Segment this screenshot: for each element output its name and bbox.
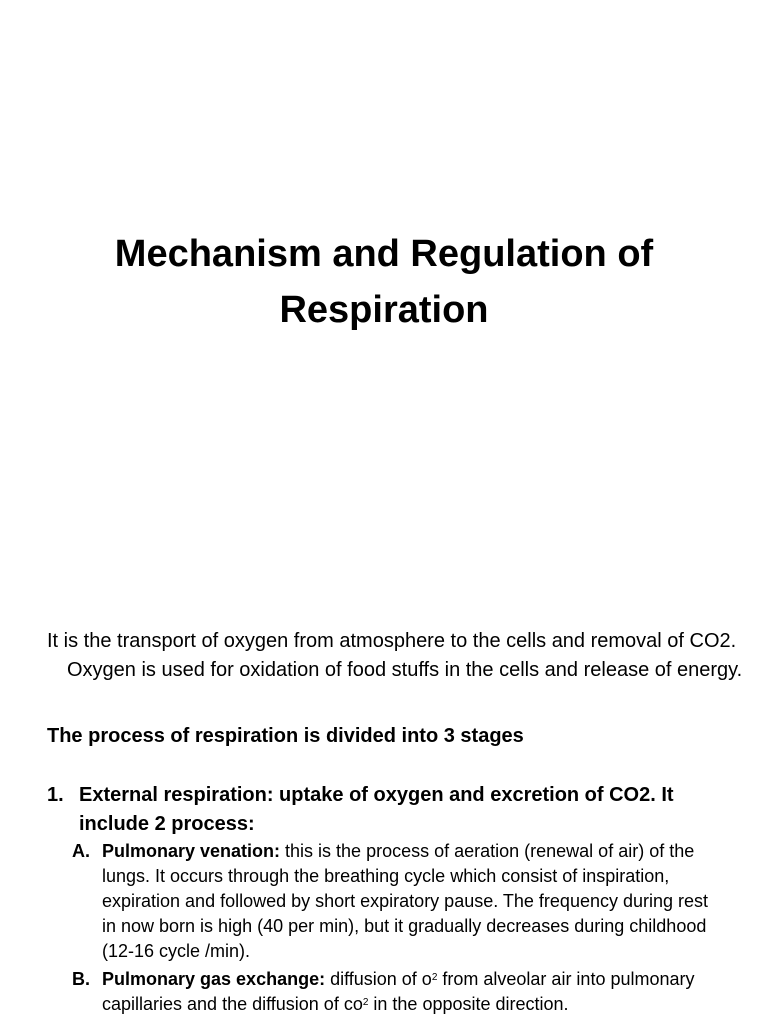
sub-item-text: in the opposite direction. [368,994,569,1014]
sub-item-pulmonary-gas-exchange [72,967,722,1017]
subscript-number: 2 [362,997,369,1008]
sub-item-body [72,967,722,1017]
sub-item-body [72,839,722,964]
intro-paragraph: It is the transport of oxygen from atmosphere to the cells and removal of CO2. Oxygen is used for oxidation of food stuffs in the cells and release of energy. [47,630,743,681]
sub-item-text: from alveolar air into pulmonary capillaries and the diffusion of co [102,969,695,1014]
sub-item-letter: B. [72,969,90,989]
stages-heading: The process of respiration is divided into 3 stages [47,725,524,747]
subscript-number: 2 [431,972,438,983]
list-item-text: External respiration: uptake of oxygen and excretion of CO2. It include 2 process: [79,784,674,835]
sub-item-pulmonary-venation [72,839,722,964]
list-number: 1. [47,784,64,806]
sub-item-term: Pulmonary venation: [102,841,281,861]
sub-item-text: this is the process of aeration (renewal of air) of the lungs. It occurs through the breathing cycle which consist of inspiration, expiration and followed by short expiratory pause. The frequency during rest in now born is high (40 per min), but it gradually decreases during childhood (12-16 cycle /min). [102,841,709,961]
list-item-external-respiration [47,781,737,839]
slide-title: Mechanism and Regulation of Respiration [114,233,654,331]
sub-item-text: diffusion of o [325,969,432,989]
sub-item-term: Pulmonary gas exchange: [102,969,326,989]
sub-item-letter: A. [72,841,90,861]
